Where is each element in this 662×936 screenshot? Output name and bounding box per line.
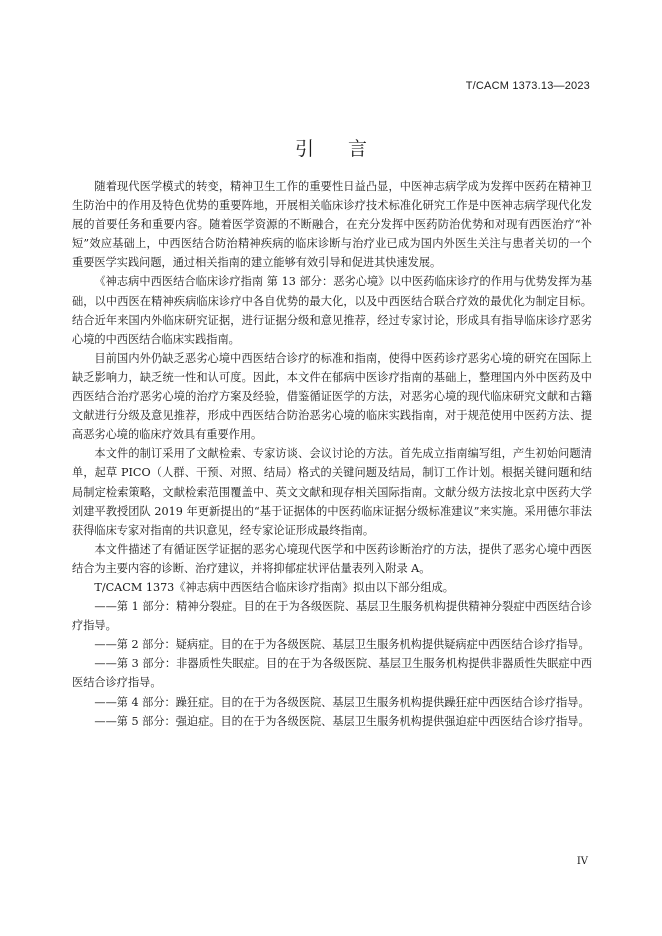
paragraph: 目前国内外仍缺乏恶劣心境中西医结合诊疗的标准和指南，使得中医药诊疗恶劣心境的研究在国际上缺乏影响力，缺乏统一性和认可度。因此，本文件在郁病中医诊疗指南的基础上，整理国内外中医药及中西医结合治疗恶劣心境的治疗方案及经验，借鉴循证医学的方法，对恶劣心境的现代临床研究文献和古籍文献进行分级及意见推荐，形成中西医结合防治恶劣心境的临床实践指南，对于规范使用中医药方法、提高恶劣心境的临床疗效具有重要作用。	[72, 351, 592, 442]
list-item-part-3: ——第 3 部分：非器质性失眠症。目的在于为各级医院、基层卫生服务机构提供非器质性失眠症中西医结合诊疗指导。	[72, 657, 592, 690]
list-item-part-1: ——第 1 部分：精神分裂症。目的在于为各级医院、基层卫生服务机构提供精神分裂症中西医结合诊疗指导。	[72, 600, 592, 633]
paragraph: 本文件的制订采用了文献检索、专家访谈、会议讨论的方法。首先成立指南编写组，产生初始问题清单，起草 PICO（人群、干预、对照、结局）格式的关键问题及结局，制订工作计划。根据关键问题和结局制定检索策略，文献检索范围覆盖中、英文文献和现存相关国际指南。文献分级方法按北京中医药大学刘建平教授团队 2019 年更新提出的“基于证据体的中医药临床证据分级标准建议”来实施。采用德尔菲法获得临床专家对指南的共识意见，经专家论证形成最终指南。	[72, 447, 592, 537]
paragraph: 随着现代医学模式的转变，精神卫生工作的重要性日益凸显，中医神志病学成为发挥中医药在精神卫生防治中的作用及特色优势的重要阵地，开展相关临床诊疗技术标准化研究工作是中医神志病学现代化发展的首要任务和重要内容。随着医学资源的不断融合，在充分发挥中医药防治优势和对现有西医治疗“补短”效应基础上，中西医结合防治精神疾病的临床诊断与治疗业已成为国内外医生关注与患者关切的一个重要医学实践问题，通过相关指南的建立能够有效引导和促进其快速发展。	[72, 180, 592, 270]
list-item-part-4: ——第 4 部分：躁狂症。目的在于为各级医院、基层卫生服务机构提供躁狂症中西医结合诊疗指导。	[94, 695, 590, 709]
paragraph: 《神志病中西医结合临床诊疗指南 第 13 部分：恶劣心境》以中医药临床诊疗的作用与优势发挥为基础，以中西医在精神疾病临床诊疗中各自优势的最大化，以及中西医结合联合疗效的最优化为制定目标。结合近年来国内外临床研究证据，进行证据分级和意见推荐，经过专家讨论，形成具有指导临床诊疗恶劣心境的中西医结合临床实践指南。	[72, 275, 592, 346]
page-number: IV	[576, 856, 588, 867]
page-title: 引 言	[294, 138, 382, 160]
standard-code: T/CACM 1373.13—2023	[465, 80, 590, 92]
paragraph: 本文件描述了有循证医学证据的恶劣心境现代医学和中医药诊断治疗的方法，提供了恶劣心境中西医结合为主要内容的诊断、治疗建议，并将抑郁症状评估量表列入附录 A。	[72, 542, 592, 575]
list-item-part-5: ——第 5 部分：强迫症。目的在于为各级医院、基层卫生服务机构提供强迫症中西医结合诊疗指导。	[94, 714, 590, 728]
list-item-part-2: ——第 2 部分：疑病症。目的在于为各级医院、基层卫生服务机构提供疑病症中西医结合诊疗指导。	[94, 638, 590, 652]
document-body	[72, 177, 592, 731]
paragraph: T/CACM 1373《神志病中西医结合临床诊疗指南》拟由以下部分组成。	[94, 580, 454, 594]
